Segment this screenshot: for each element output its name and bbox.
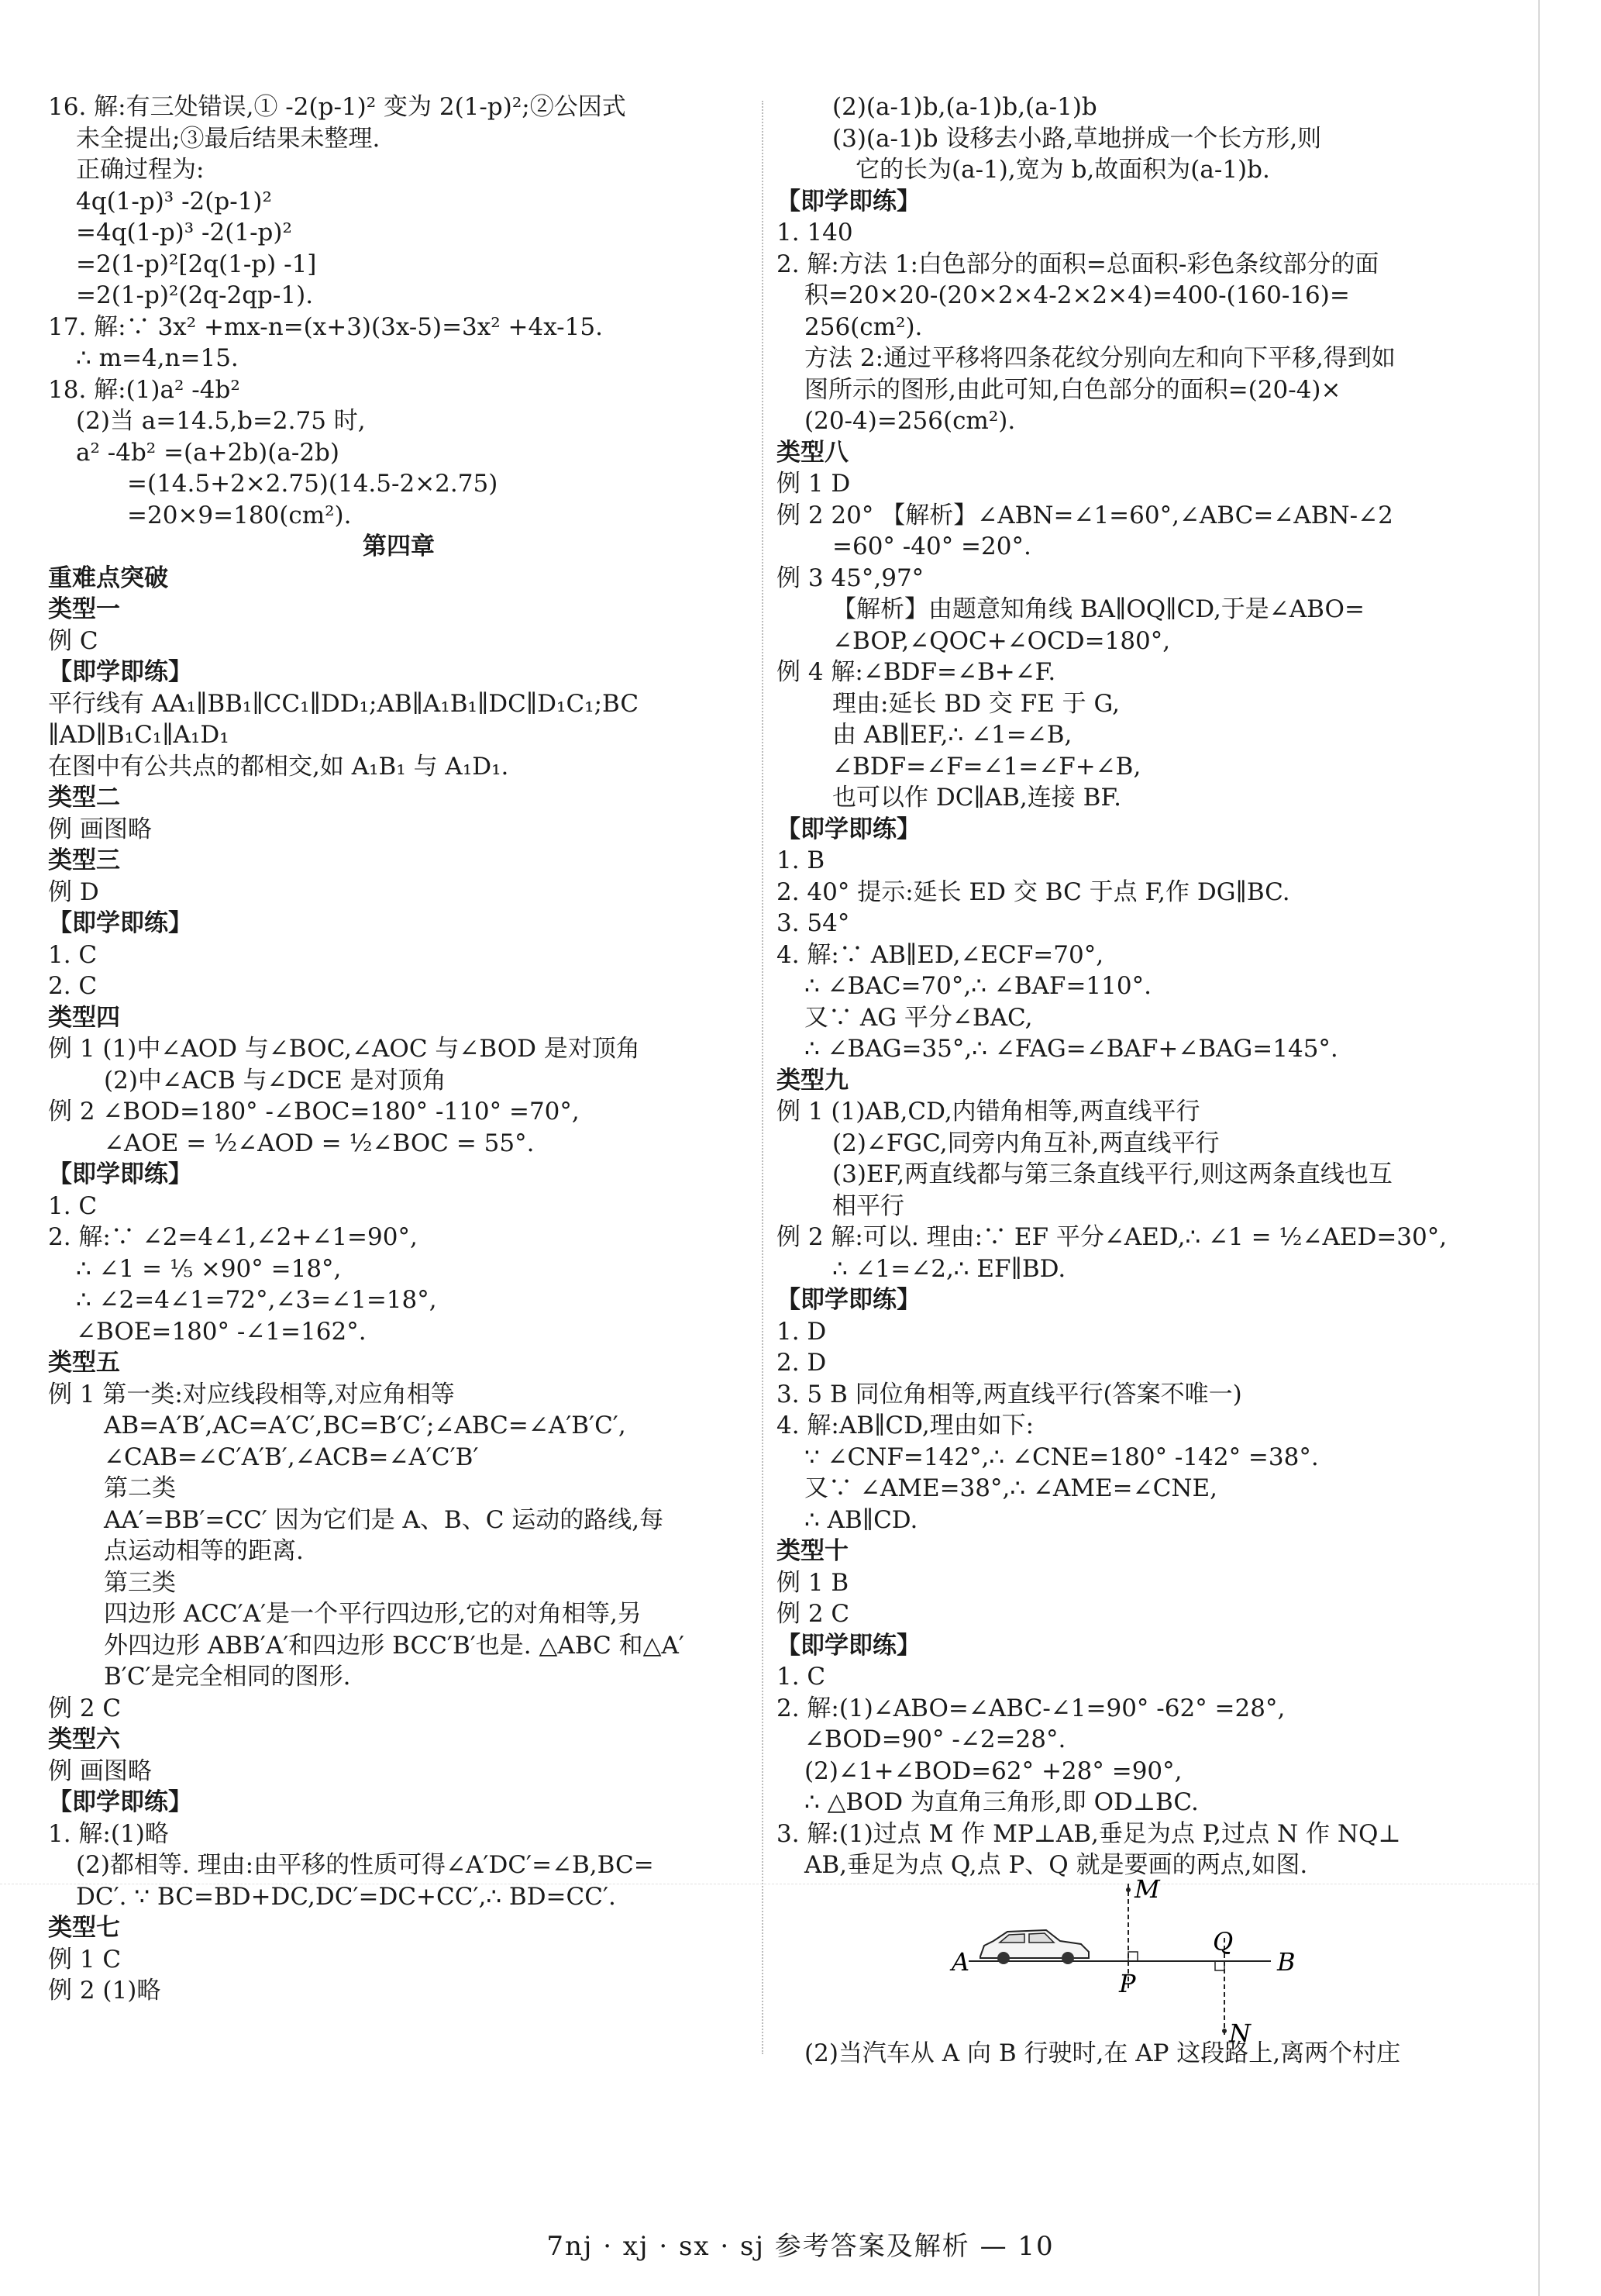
- text-line: 例 画图略: [48, 1756, 152, 1785]
- text-line: (2)当 a=14.5,b=2.75 时,: [76, 407, 366, 435]
- text-line: 例 1 第一类:对应线段相等,对应角相等: [48, 1380, 455, 1408]
- text-line: 在图中有公共点的都相交,如 A₁B₁ 与 A₁D₁.: [48, 752, 509, 781]
- text-line: 1. 解:(1)略: [48, 1819, 169, 1848]
- label-p: P: [1119, 1969, 1136, 1998]
- text-line: 又∵ AG 平分∠BAC,: [804, 1003, 1033, 1032]
- text-line: (3)EF,两直线都与第三条直线平行,则这两条直线也互: [832, 1160, 1393, 1188]
- text-line: =2(1-p)²[2q(1-p) -1]: [76, 250, 317, 278]
- text-line: 例 2 C: [48, 1694, 122, 1722]
- text-line: ∴ ∠BAC=70°,∴ ∠BAF=110°.: [804, 972, 1152, 1000]
- text-line: 相平行: [832, 1191, 904, 1220]
- text-line: 类型八: [776, 438, 849, 467]
- text-line: 1. 140: [776, 219, 853, 246]
- text-line: =4q(1-p)³ -2(1-p)²: [76, 219, 292, 246]
- text-line: 例 1 D: [776, 470, 851, 498]
- text-line: AB,垂足为点 Q,点 P、Q 就是要画的两点,如图.: [804, 1851, 1308, 1879]
- text-line: 【即学即练】: [48, 1788, 192, 1816]
- text-line: ∴ m=4,n=15.: [76, 344, 239, 372]
- text-line: 例 D: [48, 877, 99, 906]
- text-line: 例 3 45°,97°: [776, 564, 924, 592]
- text-line: 理由:延长 BD 交 FE 于 G,: [832, 689, 1121, 718]
- car-icon: [980, 1930, 1089, 1964]
- page-edge-line: [1538, 0, 1540, 2296]
- text-line: 3. 5 B 同位角相等,两直线平行(答案不唯一): [776, 1380, 1242, 1408]
- text-line: 类型九: [776, 1066, 849, 1095]
- text-line: ∥AD∥B₁C₁∥A₁D₁: [48, 721, 229, 749]
- text-line: 第二类: [104, 1474, 176, 1502]
- left-column: [48, 91, 749, 2007]
- text-line: ∵ ∠CNF=142°,∴ ∠CNE=180° -142° =38°.: [804, 1443, 1319, 1471]
- text-line: 第三类: [104, 1568, 176, 1597]
- text-line: 例 2 C: [776, 1600, 850, 1628]
- text-line: 积=20×20-(20×2×4-2×2×4)=400-(160-16)=: [804, 281, 1350, 309]
- text-line: 【即学即练】: [48, 658, 192, 686]
- text-line: ∠BDF=∠F=∠1=∠F+∠B,: [832, 752, 1141, 781]
- text-line: DC′. ∵ BC=BD+DC,DC′=DC+CC′,∴ BD=CC′.: [76, 1882, 616, 1911]
- right-angle-p: [1128, 1952, 1138, 1961]
- text-line: 例 2 (1)略: [48, 1977, 161, 2005]
- text-line: 平行线有 AA₁∥BB₁∥CC₁∥DD₁;AB∥A₁B₁∥DC∥D₁C₁;BC: [48, 689, 639, 718]
- text-line: 例 C: [48, 626, 98, 655]
- text-line: 例 4 解:∠BDF=∠B+∠F.: [776, 658, 1056, 686]
- text-line: 类型十: [776, 1537, 849, 1565]
- text-line: 例 1 B: [776, 1568, 849, 1597]
- text-line: =60° -40° =20°.: [832, 533, 1031, 560]
- text-line: 图所示的图形,由此可知,白色部分的面积=(20-4)×: [804, 375, 1341, 404]
- text-line: 【即学即练】: [48, 1160, 192, 1188]
- text-line: 类型二: [48, 784, 120, 812]
- text-line: 例 1 (1)中∠AOD 与∠BOC,∠AOC 与∠BOD 是对顶角: [48, 1035, 640, 1063]
- text-line: (2)都相等. 理由:由平移的性质可得∠A′DC′=∠B,BC=: [76, 1851, 654, 1879]
- text-line: 第四章: [363, 533, 435, 560]
- text-line: ∴ △BOD 为直角三角形,即 OD⊥BC.: [804, 1788, 1199, 1816]
- text-line: 也可以作 DC∥AB,连接 BF.: [832, 784, 1121, 812]
- text-line: 2. 解:∵ ∠2=4∠1,∠2+∠1=90°,: [48, 1223, 418, 1251]
- text-line: 重难点突破: [48, 564, 168, 592]
- page-footer: 7nj · xj · sx · sj 参考答案及解析 — 10: [546, 2231, 1055, 2262]
- text-line: 2. 解:(1)∠ABO=∠ABC-∠1=90° -62° =28°,: [776, 1694, 1286, 1722]
- text-line: 2. 解:方法 1:白色部分的面积=总面积-彩色条纹部分的面: [776, 250, 1379, 278]
- label-n: N: [1229, 2018, 1251, 2046]
- text-line: 又∵ ∠AME=38°,∴ ∠AME=∠CNE,: [804, 1474, 1217, 1502]
- text-line: (2)中∠ACB 与∠DCE 是对顶角: [104, 1066, 446, 1095]
- label-a: A: [952, 1947, 970, 1977]
- column-divider: [762, 101, 765, 2054]
- text-line: 未全提出;③最后结果未整理.: [76, 124, 380, 153]
- text-line: ∠BOD=90° -∠2=28°.: [804, 1725, 1066, 1753]
- text-line: (2)∠FGC,同旁内角互补,两直线平行: [832, 1129, 1220, 1157]
- text-line: AB=A′B′,AC=A′C′,BC=B′C′;∠ABC=∠A′B′C′,: [104, 1412, 626, 1439]
- text-line: 类型一: [48, 595, 120, 623]
- text-line: ∠BOP,∠QOC+∠OCD=180°,: [832, 626, 1171, 655]
- text-line: ∴ ∠1=∠2,∴ EF∥BD.: [832, 1254, 1066, 1283]
- text-line: 2. D: [776, 1349, 827, 1377]
- text-line: 【即学即练】: [48, 909, 192, 937]
- text-line: ∠BOE=180° -∠1=162°.: [76, 1317, 367, 1346]
- text-line: (20-4)=256(cm²).: [804, 407, 1016, 435]
- text-line: (2)(a-1)b,(a-1)b,(a-1)b: [832, 93, 1097, 121]
- text-line: ∴ ∠1 = ⅕ ×90° =18°,: [76, 1254, 342, 1283]
- text-line: 例 2 解:可以. 理由:∵ EF 平分∠AED,∴ ∠1 = ½∠AED=30°,: [776, 1223, 1448, 1251]
- text-line: 1. D: [776, 1317, 827, 1346]
- text-line: 1. C: [48, 940, 98, 969]
- text-line: (2)∠1+∠BOD=62° +28° =90°,: [804, 1756, 1183, 1785]
- label-m: M: [1134, 1876, 1160, 1904]
- text-line: =20×9=180(cm²).: [127, 501, 352, 529]
- text-line: 类型六: [48, 1725, 120, 1753]
- text-line: a² -4b² =(a+2b)(a-2b): [76, 438, 339, 467]
- point-m: [1126, 1887, 1131, 1892]
- text-line: 由 AB∥EF,∴ ∠1=∠B,: [832, 721, 1072, 749]
- text-line: 类型三: [48, 846, 120, 874]
- text-line: B′C′是完全相同的图形.: [104, 1663, 351, 1691]
- text-line: 2. C: [48, 972, 98, 1000]
- text-line: 正确过程为:: [76, 156, 205, 184]
- text-line: 17. 解:∵ 3x² +mx-n=(x+3)(3x-5)=3x² +4x-15.: [48, 312, 603, 341]
- text-line: 例 2 ∠BOD=180° -∠BOC=180° -110° =70°,: [48, 1098, 580, 1126]
- text-line: 点运动相等的距离.: [104, 1537, 304, 1565]
- text-line: 类型七: [48, 1914, 120, 1942]
- label-b: B: [1277, 1947, 1296, 1977]
- text-line: (2)当汽车从 A 向 B 行驶时,在 AP 这段路上,离两个村庄: [804, 2039, 1401, 2067]
- text-line: 外四边形 ABB′A′和四边形 BCC′B′也是. △ABC 和△A′: [104, 1631, 684, 1660]
- text-line: 1. C: [776, 1663, 826, 1691]
- right-column: [776, 91, 1470, 2070]
- right-angle-q: [1215, 1961, 1224, 1970]
- text-line: 四边形 ACC′A′是一个平行四边形,它的对角相等,另: [104, 1600, 642, 1628]
- text-line: 例 画图略: [48, 815, 152, 843]
- text-line: 4. 解:∵ AB∥ED,∠ECF=70°,: [776, 940, 1104, 969]
- text-line: (3)(a-1)b 设移去小路,草地拼成一个长方形,则: [832, 124, 1322, 153]
- text-line: 类型四: [48, 1003, 120, 1032]
- text-line: 256(cm²).: [804, 312, 923, 341]
- text-line: 它的长为(a-1),宽为 b,故面积为(a-1)b.: [856, 156, 1270, 184]
- text-line: ∠CAB=∠C′A′B′,∠ACB=∠A′C′B′: [104, 1443, 479, 1471]
- text-line: 【解析】由题意知角线 BA∥OQ∥CD,于是∠ABO=: [832, 595, 1365, 623]
- text-line: ∠AOE = ½∠AOD = ½∠BOC = 55°.: [104, 1129, 535, 1157]
- text-line: 类型五: [48, 1349, 120, 1377]
- text-line: 例 1 C: [48, 1945, 122, 1974]
- text-line: AA′=BB′=CC′ 因为它们是 A、B、C 运动的路线,每: [104, 1505, 664, 1534]
- text-line: 方法 2:通过平移将四条花纹分别向左和向下平移,得到如: [804, 344, 1396, 372]
- text-line: 【即学即练】: [776, 1631, 921, 1660]
- text-line: 3. 54°: [776, 909, 850, 937]
- text-line: 1. C: [48, 1191, 98, 1220]
- point-n: [1222, 2029, 1227, 2033]
- text-line: =2(1-p)²(2q-2qp-1).: [76, 281, 314, 309]
- text-line: 例 1 (1)AB,CD,内错角相等,两直线平行: [776, 1098, 1200, 1126]
- text-line: 16. 解:有三处错误,① -2(p-1)² 变为 2(1-p)²;②公因式: [48, 93, 626, 121]
- text-line: ∴ AB∥CD.: [804, 1505, 918, 1534]
- text-line: 4. 解:AB∥CD,理由如下:: [776, 1412, 1035, 1439]
- text-line: 3. 解:(1)过点 M 作 MP⊥AB,垂足为点 P,过点 N 作 NQ⊥: [776, 1819, 1401, 1848]
- text-line: 例 2 20° 【解析】∠ABN=∠1=60°,∠ABC=∠ABN-∠2: [776, 501, 1393, 529]
- label-q: Q: [1213, 1927, 1234, 1956]
- text-line: 18. 解:(1)a² -4b²: [48, 375, 240, 404]
- text-line: ∴ ∠2=4∠1=72°,∠3=∠1=18°,: [76, 1286, 437, 1314]
- text-line: 1. B: [776, 846, 825, 874]
- text-line: 4q(1-p)³ -2(p-1)²: [76, 187, 272, 215]
- text-line: 2. 40° 提示:延长 ED 交 BC 于点 F,作 DG∥BC.: [776, 877, 1290, 906]
- text-line: ∴ ∠BAG=35°,∴ ∠FAG=∠BAF+∠BAG=145°.: [804, 1035, 1338, 1063]
- text-line: 【即学即练】: [776, 187, 921, 215]
- text-line: 【即学即练】: [776, 1286, 921, 1314]
- text-line: 【即学即练】: [776, 815, 921, 843]
- text-line: =(14.5+2×2.75)(14.5-2×2.75): [127, 470, 498, 498]
- car-road-figure: [945, 1876, 1302, 2046]
